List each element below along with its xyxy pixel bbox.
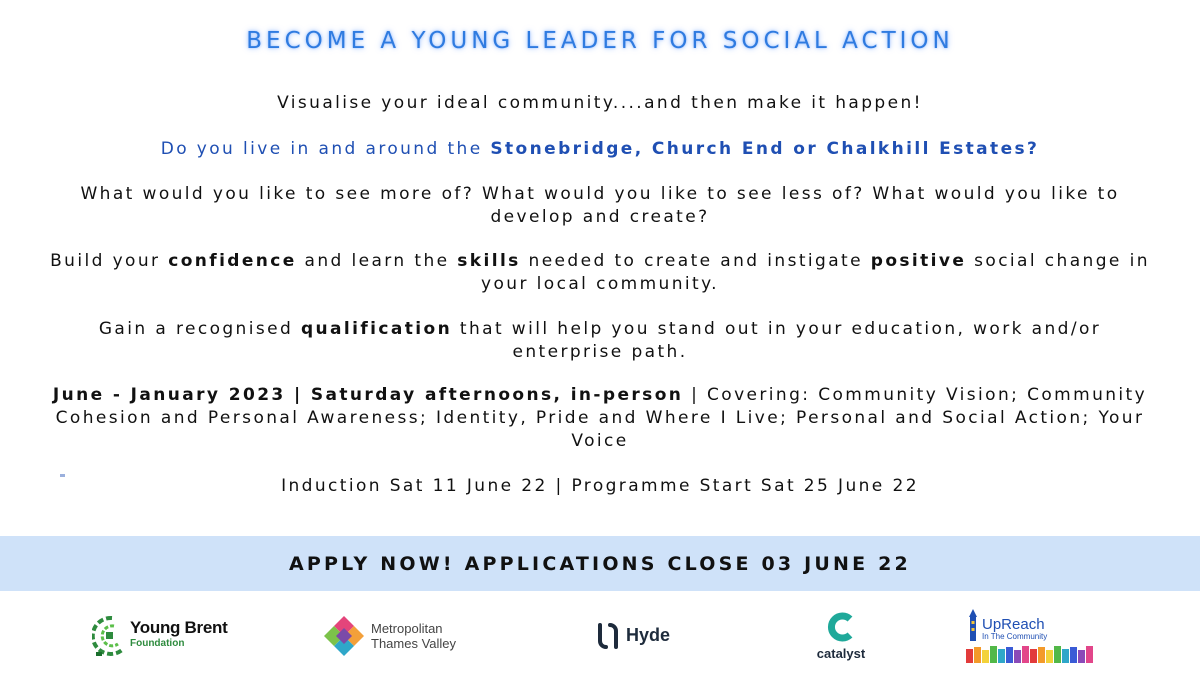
induction-text: Induction Sat 11 June 22 | Programme Start Sat 25 June 22 xyxy=(281,476,919,496)
confidence-t3: needed to create and instigate xyxy=(520,251,871,271)
qualification-t2: that will help you stand out in your education, work and/or enterprise path. xyxy=(452,319,1102,362)
question-prefix: Do you live in and around the xyxy=(160,139,491,159)
young-brent-logo xyxy=(92,596,232,675)
hyde-mark-icon xyxy=(596,621,620,651)
apply-cta[interactable]: APPLY NOW! APPLICATIONS CLOSE 03 JUNE 22 xyxy=(289,552,911,575)
schedule-covering: | Covering: Community Vision; Community Cohesion and Personal Awareness; Identity, Pride and Where I Live; Personal and Social Action; Your Voice xyxy=(55,385,1148,451)
confidence-t1: Build your xyxy=(50,251,169,271)
upreach-tower-icon xyxy=(966,609,980,643)
skills-bold: skills xyxy=(457,251,521,271)
catalyst-c-icon xyxy=(824,610,858,644)
schedule-dates: June - January 2023 | Saturday afternoons, in-person xyxy=(52,385,684,405)
metropolitan-line1: Metropolitan xyxy=(371,620,443,636)
metropolitan-logo xyxy=(322,596,472,675)
page-title: BECOME A YOUNG LEADER FOR SOCIAL ACTION xyxy=(246,28,954,54)
qualification-text xyxy=(40,318,1160,364)
metropolitan-diamond-icon xyxy=(322,614,366,658)
confidence-bold: confidence xyxy=(168,251,297,271)
schedule-text xyxy=(40,384,1160,453)
hyde-name: Hyde xyxy=(626,625,671,645)
upreach-logo xyxy=(966,596,1102,675)
confidence-t2: and learn the xyxy=(296,251,458,271)
wishes-text: What would you like to see more of? What would you like to see less of? What would you like to develop and create? xyxy=(80,184,1120,227)
metropolitan-line2: Thames Valley xyxy=(371,635,457,651)
positive-bold: positive xyxy=(870,251,967,271)
partner-logos xyxy=(0,596,1200,675)
estates-question xyxy=(40,138,1160,161)
hyde-logo xyxy=(596,596,686,675)
young-brent-sub: Foundation xyxy=(130,637,185,649)
confidence-t4: social change in your local community. xyxy=(481,251,1150,294)
qualification-t1: Gain a recognised xyxy=(98,319,301,339)
catalyst-logo xyxy=(808,596,874,675)
upreach-sub: In The Community xyxy=(982,631,1048,641)
upreach-name: UpReach xyxy=(982,615,1045,633)
upreach-hands-icon xyxy=(966,645,1100,663)
tagline: Visualise your ideal community....and then make it happen! xyxy=(277,93,923,113)
estates-names: Stonebridge, Church End or Chalkhill Estates? xyxy=(490,139,1040,159)
young-brent-emblem-icon xyxy=(92,612,128,660)
young-brent-name: Young Brent xyxy=(130,617,228,637)
qualification-bold: qualification xyxy=(300,319,453,339)
confidence-text xyxy=(40,250,1160,296)
apply-banner[interactable] xyxy=(0,536,1200,591)
catalyst-name: catalyst xyxy=(816,646,866,661)
